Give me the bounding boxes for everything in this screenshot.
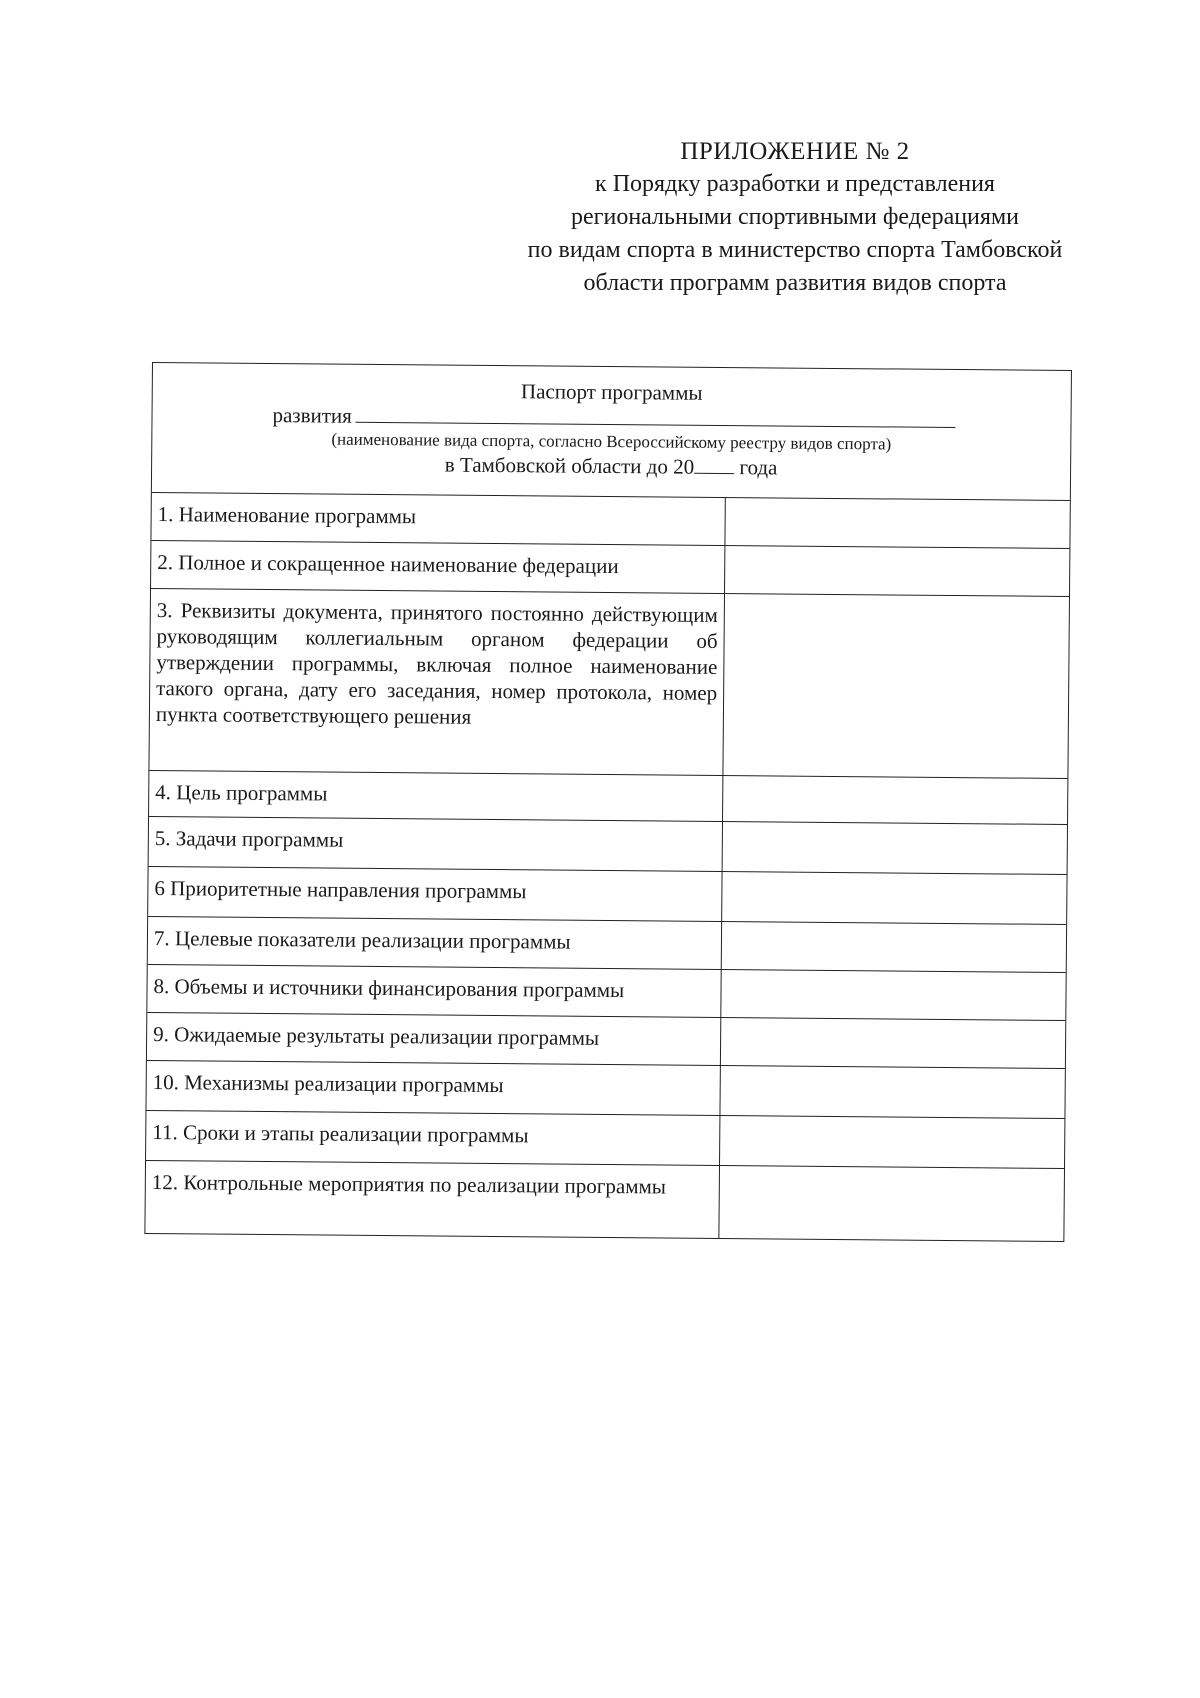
table-row <box>146 1111 1064 1169</box>
table-row <box>145 1161 1064 1241</box>
appendix-header <box>440 135 1150 300</box>
appendix-line-1: к Порядку разработки и представления <box>595 171 995 197</box>
row-label: 5. Задачи программы <box>149 817 723 871</box>
row-label: 4. Цель программы <box>149 771 723 821</box>
sport-name-note: (наименование вида спорта, согласно Всероссийскому реестру видов спорта) <box>331 429 892 454</box>
row-label: 3. Реквизиты документа, принятого постоянно действующим руководящим коллегиальным органом федерации об утверждении программы, включая полное наименование такого органа, дату его заседания, номер протокола, номер пункта соответствующего решения <box>149 589 725 775</box>
row-label: 1. Наименование программы <box>151 493 725 545</box>
region-suffix: года <box>739 455 778 480</box>
row-value[interactable] <box>725 498 1069 548</box>
row-label: 7. Целевые показатели реализации программы <box>148 917 722 969</box>
row-value[interactable] <box>721 970 1065 1020</box>
table-row <box>148 867 1066 925</box>
row-value[interactable] <box>723 822 1067 874</box>
row-value[interactable] <box>723 776 1067 824</box>
row-label: 11. Сроки и этапы реализации программы <box>146 1111 720 1165</box>
row-value[interactable] <box>721 1018 1065 1068</box>
table-row <box>148 917 1066 973</box>
table-row <box>151 493 1069 549</box>
row-value[interactable] <box>723 594 1069 778</box>
table-row <box>147 1013 1065 1069</box>
row-label: 9. Ожидаемые результаты реализации программы <box>147 1013 721 1065</box>
row-value[interactable] <box>722 922 1066 972</box>
table-row <box>149 771 1067 825</box>
sport-name-blank[interactable] <box>356 404 956 428</box>
passport-header <box>152 363 1071 501</box>
region-prefix: в Тамбовской области до 20 <box>444 452 695 479</box>
row-label: 8. Объемы и источники финансирования программы <box>147 965 721 1017</box>
row-value[interactable] <box>720 1066 1064 1118</box>
row-value[interactable] <box>719 1166 1064 1241</box>
table-row <box>149 817 1067 875</box>
appendix-line-4: области программ развития видов спорта <box>583 270 1007 296</box>
program-passport-table <box>144 362 1072 1242</box>
table-row <box>147 965 1065 1021</box>
table-row <box>146 1061 1064 1119</box>
row-label: 2. Полное и сокращенное наименование федерации <box>151 541 725 593</box>
passport-title: Паспорт программы <box>520 379 703 405</box>
appendix-title: ПРИЛОЖЕНИЕ № 2 <box>680 138 910 165</box>
sport-prefix: развития <box>272 403 353 428</box>
row-value[interactable] <box>725 546 1069 596</box>
row-value[interactable] <box>720 1116 1064 1168</box>
appendix-line-3: по видам спорта в министерство спорта Тамбовской <box>527 237 1063 263</box>
appendix-line-2: региональными спортивными федерациями <box>571 204 1019 230</box>
table-row <box>151 541 1069 597</box>
row-label: 12. Контрольные мероприятия по реализации программы <box>145 1161 720 1238</box>
row-value[interactable] <box>722 872 1066 924</box>
row-label: 10. Механизмы реализации программы <box>146 1061 720 1115</box>
row-label: 6 Приоритетные направления программы <box>148 867 722 921</box>
table-row <box>149 589 1069 779</box>
year-blank[interactable] <box>694 457 734 474</box>
